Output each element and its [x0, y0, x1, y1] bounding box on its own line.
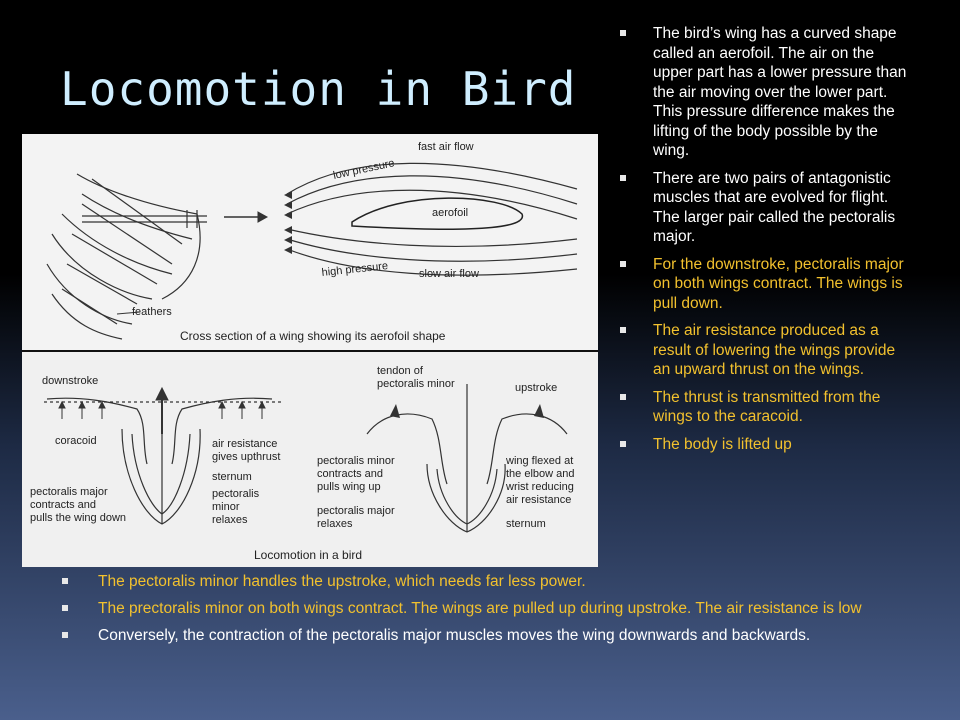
- right-bullet-item: [620, 388, 910, 427]
- label-pectoralis-minor-relaxes-2: minor: [212, 501, 240, 513]
- right-bullet-text: The thrust is transmitted from the wings to the caracoid.: [653, 388, 881, 425]
- label-gives-upthrust: gives upthrust: [212, 451, 281, 463]
- right-bullet-item: [620, 169, 910, 247]
- bottom-bullet-text: Conversely, the contraction of the pectoralis major muscles moves the wing downwards and backwards.: [98, 627, 811, 644]
- bottom-bullet-text: The prectoralis minor on both wings contract. The wings are pulled up during upstroke. The air resistance is low: [98, 600, 862, 617]
- square-bullet-icon: [620, 175, 626, 181]
- label-pectoralis-major-contracts-2: contracts and: [30, 499, 97, 511]
- label-tendon-of: tendon of: [377, 365, 423, 377]
- label-pectoralis-minor-tendon: pectoralis minor: [377, 378, 455, 390]
- bottom-bullet-item: [62, 626, 902, 645]
- bottom-bullet-item: [62, 572, 902, 591]
- label-air-resistance: air resistance: [212, 438, 278, 450]
- label-pectoralis-minor-contracts-2: contracts and: [317, 468, 384, 480]
- label-pectoralis-major-contracts-3: pulls the wing down: [30, 512, 127, 524]
- label-wing-flexed-2: the elbow and: [506, 468, 575, 480]
- label-wing-flexed-3: wrist reducing: [506, 481, 574, 493]
- right-bullet-text: For the downstroke, pectoralis major on both wings contract. The wings is pull down.: [653, 255, 904, 312]
- right-bullet-text: The air resistance produced as a result of lowering the wings provide an upward thrust on the wings.: [653, 322, 896, 378]
- right-bullet-text: There are two pairs of antagonistic muscles that are evolved for flight. The larger pair called the pectoralis major.: [653, 169, 896, 245]
- square-bullet-icon: [620, 30, 626, 36]
- right-bullet-item: [620, 435, 910, 455]
- label-high-pressure: high pressure: [321, 260, 389, 279]
- label-coracoid: coracoid: [55, 435, 97, 447]
- label-slow-air-flow: slow air flow: [419, 268, 479, 280]
- right-bullet-item: [620, 255, 910, 314]
- label-upstroke: upstroke: [515, 382, 558, 394]
- right-bullet-text: The body is lifted up: [653, 435, 792, 453]
- label-fast-air-flow: fast air flow: [418, 141, 474, 153]
- bottom-bullet-text: The pectoralis minor handles the upstroke, which needs far less power.: [98, 573, 586, 590]
- wing-diagram-figure: [22, 134, 598, 567]
- label-pectoralis-major-contracts-1: pectoralis major: [30, 486, 108, 498]
- slide-title: Locomotion in Bird: [60, 62, 577, 116]
- label-pectoralis-minor-relaxes-1: pectoralis: [212, 488, 260, 500]
- label-wing-flexed-4: air resistance: [506, 494, 572, 506]
- square-bullet-icon: [62, 632, 68, 638]
- label-pectoralis-major-relaxes-1: pectoralis major: [317, 505, 395, 517]
- square-bullet-icon: [62, 578, 68, 584]
- bottom-bullet-item: [62, 599, 902, 618]
- square-bullet-icon: [620, 441, 626, 447]
- label-sternum-left: sternum: [212, 471, 252, 483]
- caption-aerofoil: Cross section of a wing showing its aerofoil shape: [180, 329, 446, 343]
- caption-locomotion: Locomotion in a bird: [254, 548, 363, 562]
- label-pectoralis-major-relaxes-2: relaxes: [317, 518, 353, 530]
- label-feathers: feathers: [132, 306, 172, 318]
- right-bullet-item: [620, 321, 910, 380]
- square-bullet-icon: [620, 327, 626, 333]
- label-pectoralis-minor-contracts-1: pectoralis minor: [317, 455, 395, 467]
- wing-diagram-svg: [22, 134, 598, 567]
- label-downstroke: downstroke: [42, 375, 99, 387]
- label-pectoralis-minor-contracts-3: pulls wing up: [317, 481, 381, 493]
- square-bullet-icon: [620, 261, 626, 267]
- square-bullet-icon: [62, 605, 68, 611]
- label-pectoralis-minor-relaxes-3: relaxes: [212, 514, 248, 526]
- label-wing-flexed-1: wing flexed at: [506, 455, 574, 467]
- right-bullet-item: [620, 24, 910, 161]
- right-bullet-text: The bird’s wing has a curved shape called an aerofoil. The air on the upper part has a lower pressure than the air moving over the lower part. This pressure difference makes the lifting of the body possible by the wing.: [653, 25, 907, 159]
- square-bullet-icon: [620, 394, 626, 400]
- label-sternum-right: sternum: [506, 518, 546, 530]
- label-low-pressure: low pressure: [332, 157, 396, 182]
- bottom-bullet-list: [62, 572, 902, 653]
- label-aerofoil: aerofoil: [432, 207, 469, 219]
- right-bullet-list: [620, 24, 910, 462]
